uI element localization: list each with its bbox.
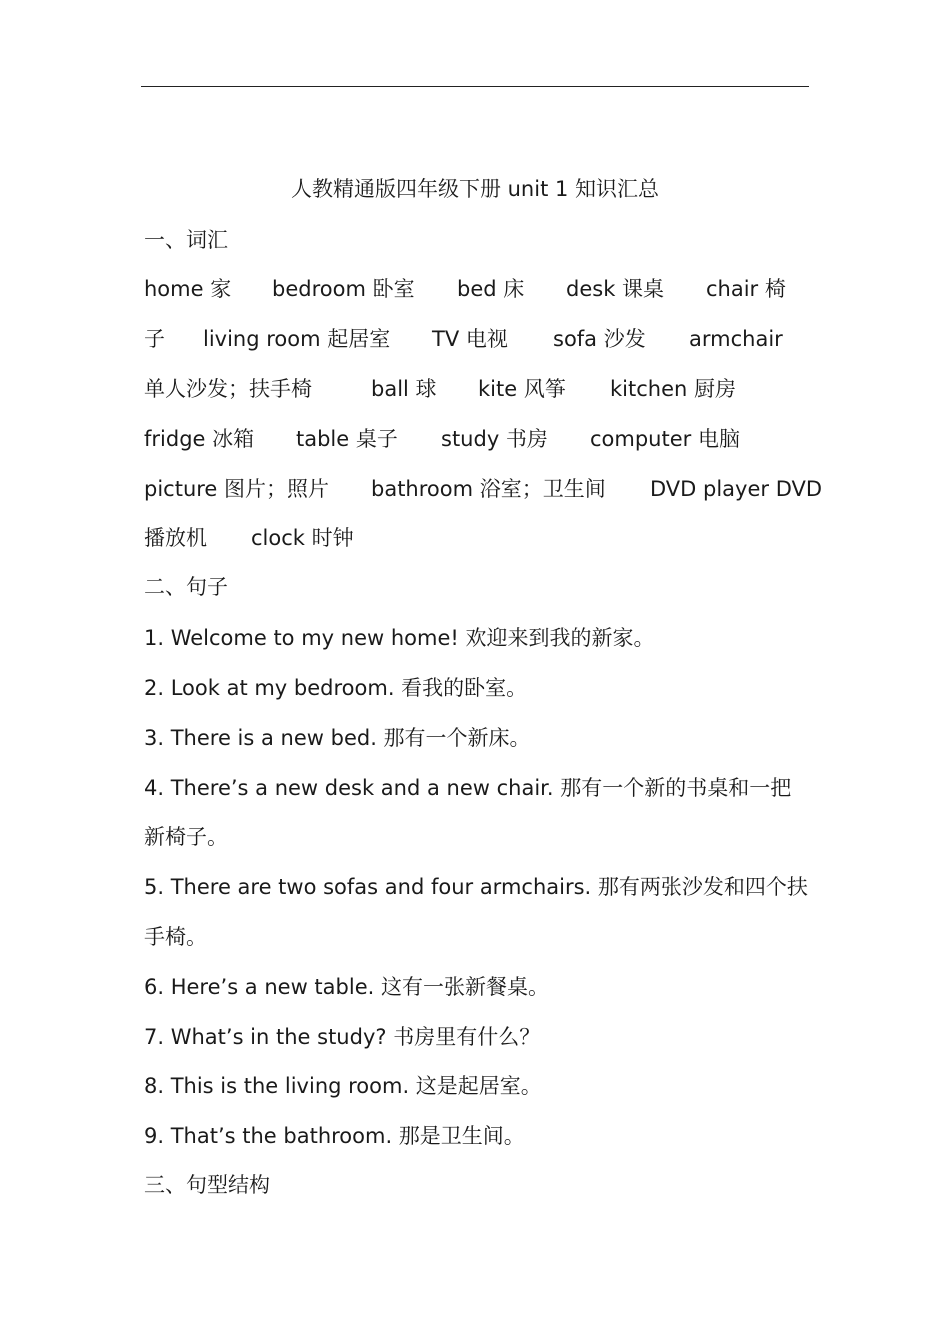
vocab-item: chair 椅 (706, 277, 786, 301)
sentence-line: 4. There’s a new desk and a new chair. 那有一个新的书桌和一把 (144, 776, 792, 800)
vocab-item: clock 时钟 (251, 526, 354, 550)
sentence-line: 手椅。 (144, 925, 207, 949)
vocab-item: 子 (144, 327, 165, 351)
sentence-line: 2. Look at my bedroom. 看我的卧室。 (144, 676, 528, 700)
vocab-item: desk 课桌 (566, 277, 665, 301)
vocab-item: computer 电脑 (590, 427, 740, 451)
vocab-item: table 桌子 (296, 427, 398, 451)
vocab-item: sofa 沙发 (553, 327, 646, 351)
sentence-line: 9. That’s the bathroom. 那是卫生间。 (144, 1124, 525, 1148)
vocab-item: bathroom 浴室；卫生间 (371, 477, 606, 501)
vocab-item: picture 图片；照片 (144, 477, 330, 501)
sentence-line: 1. Welcome to my new home! 欢迎来到我的新家。 (144, 626, 655, 650)
vocab-item: kitchen 厨房 (610, 377, 736, 401)
vocab-item: home 家 (144, 277, 232, 301)
vocab-line (144, 470, 824, 508)
section-heading-vocabulary: 一、词汇 (144, 228, 228, 252)
vocab-item: 单人沙发；扶手椅 (144, 377, 312, 401)
vocab-item: study 书房 (441, 427, 548, 451)
sentence-line: 7. What’s in the study? 书房里有什么？ (144, 1025, 541, 1049)
sentence-line: 8. This is the living room. 这是起居室。 (144, 1074, 542, 1098)
vocab-item: DVD player DVD (650, 477, 823, 501)
vocab-line (144, 320, 824, 358)
sentence-line: 6. Here’s a new table. 这有一张新餐桌。 (144, 975, 549, 999)
vocab-item: bed 床 (457, 277, 525, 301)
sentence-line: 5. There are two sofas and four armchairs. 那有两张沙发和四个扶 (144, 875, 808, 899)
section-heading-sentence-patterns: 三、句型结构 (144, 1173, 270, 1197)
vocab-line (144, 270, 824, 308)
page-title: 人教精通版四年级下册 unit 1 知识汇总 (290, 177, 660, 201)
header-rule (141, 86, 809, 87)
sentence-line: 新椅子。 (144, 825, 228, 849)
vocab-item: armchair (689, 327, 783, 351)
vocab-item: fridge 冰箱 (144, 427, 255, 451)
vocab-item: kite 风筝 (478, 377, 566, 401)
vocab-line (144, 370, 824, 408)
sentence-line: 3. There is a new bed. 那有一个新床。 (144, 726, 531, 750)
vocab-line (144, 519, 824, 557)
vocab-item: bedroom 卧室 (272, 277, 415, 301)
vocab-item: living room 起居室 (203, 327, 391, 351)
vocab-item: ball 球 (371, 377, 437, 401)
vocab-item: TV 电视 (432, 327, 508, 351)
vocab-item: 播放机 (144, 526, 207, 550)
vocab-line (144, 420, 824, 458)
section-heading-sentences: 二、句子 (144, 575, 228, 599)
